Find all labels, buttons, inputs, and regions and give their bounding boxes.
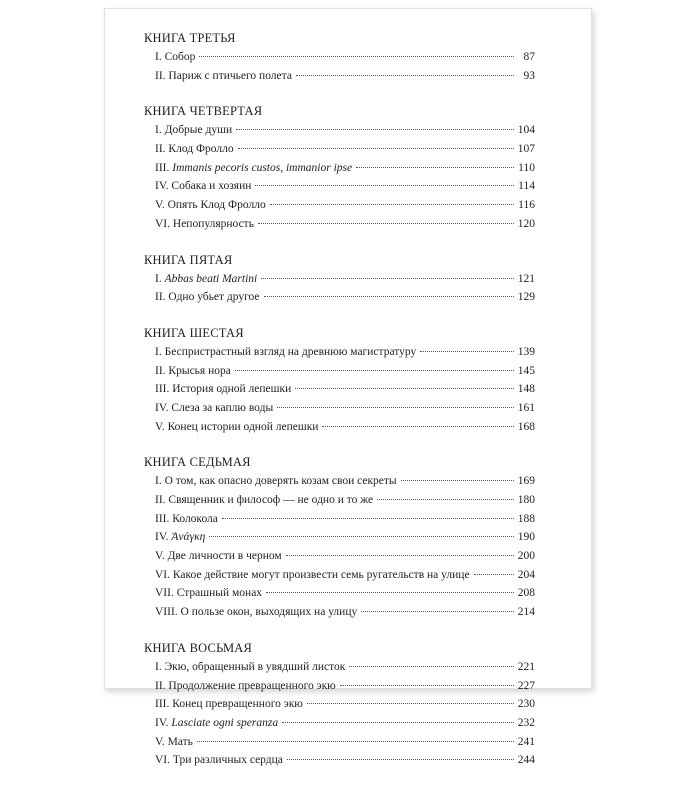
- chapter-title: История одной лепешки: [172, 383, 292, 396]
- dot-leader: [356, 167, 514, 168]
- dot-leader: [287, 759, 514, 760]
- chapter-number: I.: [155, 124, 162, 137]
- chapter-title: Священник и философ — не одно и то же: [168, 494, 374, 506]
- page-number: 110: [518, 161, 535, 174]
- chapter-title: Lasciate ogni speranza: [171, 716, 279, 729]
- chapter-entry: [144, 658, 535, 677]
- dot-leader: [258, 223, 514, 224]
- chapter-entry: [144, 343, 535, 362]
- page-number: 221: [517, 660, 535, 673]
- dot-leader: [236, 129, 514, 130]
- chapter-title: Immanis pecoris custos, immanior ipse: [172, 161, 353, 174]
- chapter-entry: [144, 677, 535, 696]
- dot-leader: [474, 574, 514, 575]
- chapter-entry: [144, 547, 535, 566]
- chapter-number: I.: [155, 51, 162, 63]
- chapter-entry: [144, 177, 535, 196]
- chapter-number: IV.: [155, 531, 169, 544]
- page-number: 93: [523, 69, 535, 82]
- book-title: КНИГА ШЕСТАЯ: [144, 325, 244, 340]
- page-number: 214: [517, 606, 535, 619]
- chapter-title: Продолжение превращенного экю: [168, 679, 336, 692]
- chapter-number: II.: [155, 494, 166, 506]
- chapter-entry: [144, 714, 535, 733]
- chapter-title: Две личности в черном: [167, 550, 282, 563]
- chapter-title: Непопулярность: [172, 217, 254, 230]
- page-number: 227: [517, 679, 535, 692]
- dot-leader: [266, 592, 514, 593]
- chapter-entry: [144, 159, 535, 178]
- dot-leader: [209, 536, 514, 537]
- chapter-number: II.: [155, 364, 166, 377]
- chapter-number: II.: [155, 291, 166, 304]
- chapter-title: Какое действие могут произвести семь ругательств на улице: [172, 568, 470, 581]
- dot-leader: [255, 185, 514, 186]
- chapter-number: II.: [155, 69, 166, 82]
- dot-leader: [261, 278, 514, 279]
- dot-leader: [349, 666, 514, 667]
- page-number: 107: [517, 143, 535, 156]
- chapter-title: О пользе окон, выходящих на улицу: [180, 606, 358, 619]
- chapter-title: Abbas beati Martini: [164, 272, 258, 285]
- chapter-number: IV.: [155, 180, 169, 193]
- dot-leader: [295, 388, 514, 389]
- chapter-number: V.: [155, 550, 165, 563]
- chapter-entry: [144, 67, 535, 86]
- chapter-number: VI.: [155, 217, 171, 230]
- dot-leader: [420, 351, 514, 352]
- page-number: 87: [523, 51, 535, 63]
- book-section: [144, 455, 535, 622]
- page-number: 104: [517, 124, 535, 137]
- chapter-title: Крысья нора: [168, 364, 231, 377]
- dot-leader: [277, 407, 514, 408]
- chapter-title: Три различных сердца: [172, 754, 283, 767]
- chapter-number: I.: [155, 660, 162, 673]
- book-section: [144, 31, 535, 85]
- chapter-entry: [144, 362, 535, 381]
- chapter-number: II.: [155, 143, 166, 156]
- page-number: 190: [517, 531, 535, 544]
- page-number: 208: [517, 587, 535, 600]
- book-section: [144, 326, 535, 436]
- chapter-number: II.: [155, 679, 166, 692]
- book-section: [144, 641, 535, 770]
- dot-leader: [197, 741, 514, 742]
- chapter-entry: [144, 399, 535, 418]
- dot-leader: [340, 685, 514, 686]
- chapter-number: VI.: [155, 754, 171, 767]
- chapter-title: Слеза за каплю воды: [171, 401, 274, 414]
- chapter-entry: [144, 472, 535, 491]
- dot-leader: [264, 296, 514, 297]
- chapter-entry: [144, 566, 535, 585]
- chapter-entry: [144, 510, 535, 529]
- chapter-number: III.: [155, 512, 170, 525]
- chapter-entry: [144, 140, 535, 159]
- chapter-entry: [144, 48, 535, 67]
- book-title: КНИГА СЕДЬМАЯ: [144, 455, 251, 470]
- page-number: 161: [517, 401, 535, 414]
- dot-leader: [377, 499, 514, 500]
- chapter-entry: [144, 288, 535, 307]
- chapter-title: Конец превращенного экю: [172, 698, 303, 711]
- chapter-number: V.: [155, 199, 165, 212]
- dot-leader: [286, 555, 514, 556]
- chapter-title: Добрые души: [164, 124, 233, 137]
- chapter-title: О том, как опасно доверять козам свои секреты: [164, 475, 397, 488]
- dot-leader: [361, 611, 514, 612]
- chapter-title: Ἀνάγκη: [171, 531, 206, 544]
- chapter-title: Беспристрастный взгляд на древнюю магистратуру: [164, 345, 417, 358]
- dot-leader: [238, 148, 514, 149]
- dot-leader: [270, 204, 514, 205]
- chapter-entry: [144, 491, 535, 510]
- page-number: 129: [517, 291, 535, 304]
- chapter-number: I.: [155, 272, 162, 285]
- chapter-title: Опять Клод Фролло: [167, 199, 266, 212]
- page-number: 148: [517, 383, 535, 396]
- chapter-title: Париж с птичьего полета: [168, 69, 292, 82]
- page-number: 139: [517, 345, 535, 358]
- chapter-number: III.: [155, 161, 170, 174]
- chapter-title: Собака и хозяин: [171, 180, 252, 193]
- chapter-entry: [144, 196, 535, 215]
- page-number: 114: [518, 180, 535, 193]
- dot-leader: [401, 480, 514, 481]
- page-number: 200: [517, 550, 535, 563]
- dot-leader: [307, 703, 514, 704]
- chapter-entry: [144, 380, 535, 399]
- chapter-number: VI.: [155, 568, 171, 581]
- chapter-entry: [144, 751, 535, 770]
- chapter-title: Мать: [167, 735, 193, 748]
- book-section: [144, 104, 535, 233]
- chapter-number: VIII.: [155, 606, 178, 619]
- chapter-number: I.: [155, 345, 162, 358]
- dot-leader: [199, 56, 514, 57]
- page-number: 116: [518, 199, 535, 212]
- chapter-entry: [144, 418, 535, 437]
- chapter-entry: [144, 121, 535, 140]
- chapter-number: V.: [155, 420, 165, 433]
- chapter-entry: [144, 270, 535, 289]
- dot-leader: [322, 426, 514, 427]
- chapter-title: Конец истории одной лепешки: [167, 420, 319, 433]
- page-number: 204: [517, 568, 535, 581]
- chapter-title: Экю, обращенный в увядший листок: [164, 660, 346, 673]
- chapter-number: III.: [155, 698, 170, 711]
- chapter-title: Клод Фролло: [168, 143, 234, 156]
- chapter-entry: [144, 603, 535, 622]
- chapter-number: V.: [155, 735, 165, 748]
- chapter-number: IV.: [155, 716, 169, 729]
- book-title: КНИГА ТРЕТЬЯ: [144, 31, 236, 45]
- chapter-number: III.: [155, 383, 170, 396]
- book-title: КНИГА ЧЕТВЕРТАЯ: [144, 104, 263, 119]
- page-number: 145: [517, 364, 535, 377]
- chapter-number: VII.: [155, 587, 174, 600]
- dot-leader: [296, 75, 514, 76]
- page-number: 244: [517, 754, 535, 767]
- page-number: 121: [517, 272, 535, 285]
- chapter-entry: [144, 695, 535, 714]
- chapter-entry: [144, 215, 535, 234]
- table-of-contents: [144, 31, 535, 789]
- page-number: 168: [517, 420, 535, 433]
- dot-leader: [235, 370, 514, 371]
- chapter-number: IV.: [155, 401, 169, 414]
- page-number: 241: [517, 735, 535, 748]
- chapter-title: Одно убьет другое: [168, 291, 260, 304]
- page-number: 169: [517, 475, 535, 488]
- book-page: [104, 8, 592, 767]
- chapter-title: Колокола: [172, 512, 218, 525]
- book-title: КНИГА ВОСЬМАЯ: [144, 640, 253, 655]
- dot-leader: [222, 518, 514, 519]
- chapter-title: Страшный монах: [176, 587, 263, 600]
- page-number: 230: [517, 698, 535, 711]
- page-number: 180: [517, 494, 535, 506]
- chapter-entry: [144, 584, 535, 603]
- chapter-entry: [144, 733, 535, 752]
- page-number: 232: [517, 716, 535, 729]
- chapter-entry: [144, 528, 535, 547]
- dot-leader: [282, 722, 514, 723]
- page-number: 188: [517, 512, 535, 525]
- chapter-title: Собор: [164, 51, 196, 63]
- book-title: КНИГА ПЯТАЯ: [144, 252, 233, 267]
- chapter-number: I.: [155, 475, 162, 488]
- book-section: [144, 253, 535, 307]
- page-number: 120: [517, 217, 535, 230]
